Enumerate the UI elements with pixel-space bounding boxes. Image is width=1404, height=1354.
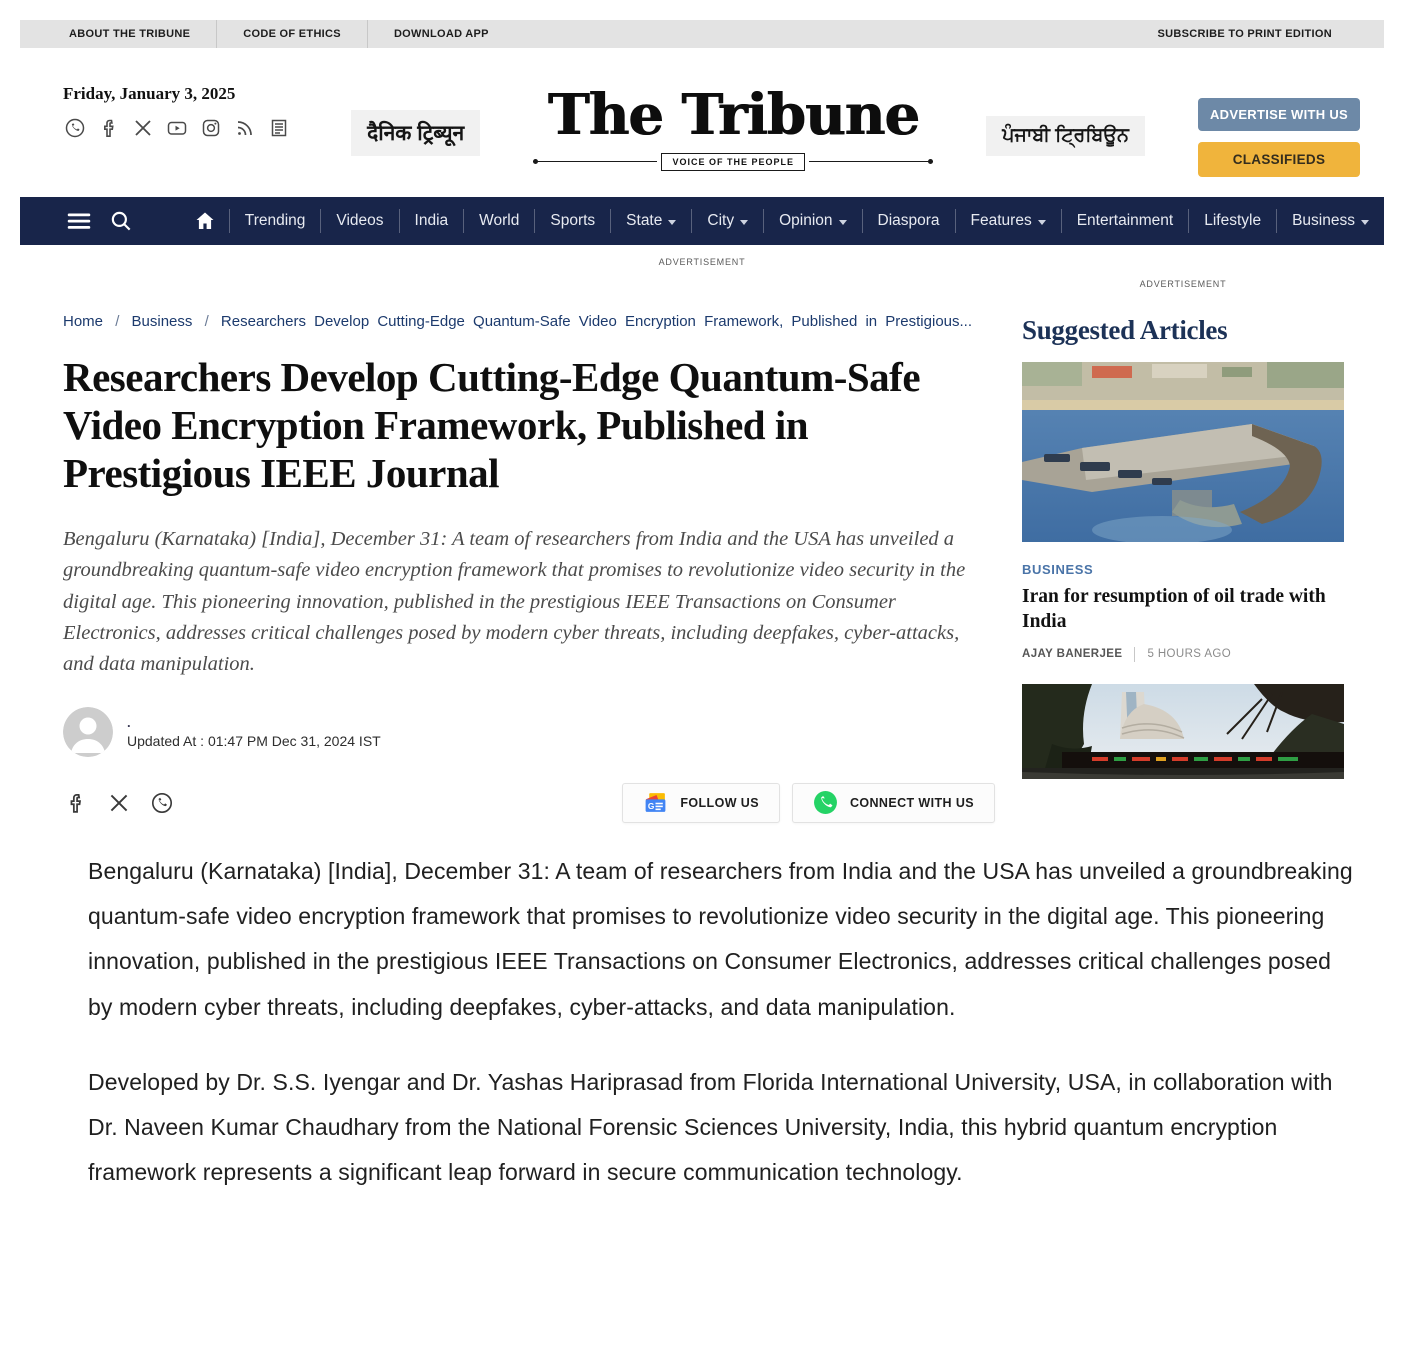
author-name[interactable]: .	[127, 714, 131, 730]
share-x-icon[interactable]	[106, 790, 132, 816]
chevron-down-icon	[668, 220, 676, 225]
nav-item-videos[interactable]: Videos	[320, 209, 398, 233]
rss-icon[interactable]	[233, 116, 257, 140]
chevron-down-icon	[740, 220, 748, 225]
suggested-article-category[interactable]: BUSINESS	[1022, 562, 1094, 577]
chevron-down-icon	[1361, 220, 1369, 225]
nav-item-business[interactable]: Business	[1276, 209, 1384, 233]
topbar-links	[20, 20, 515, 48]
suggested-article-image-stock-exchange[interactable]	[1022, 684, 1344, 779]
share-row	[63, 783, 995, 823]
nav-item-sports[interactable]: Sports	[534, 209, 610, 233]
whatsapp-green-icon	[813, 790, 838, 815]
nav-item-features[interactable]: Features	[955, 209, 1061, 233]
svg-text:G: G	[648, 800, 656, 811]
article-title: Researchers Develop Cutting-Edge Quantum-Safe Video Encryption Framework, Published in Prestigious IEEE Journal	[63, 354, 921, 496]
topbar-link-about[interactable]: ABOUT THE TRIBUNE	[42, 20, 217, 48]
breadcrumb-home[interactable]: Home	[63, 313, 104, 330]
article-lede: Bengaluru (Karnataka) [India], December 31: A team of researchers from India and the USA has unveiled a groundbreaking quantum-safe video encryption framework that promises to revolutionize video security in the digital age. This pioneering innovation, published in the prestigious IEEE Transactions on Consumer Electronics, addresses critical challenges posed by modern cyber threats, including deepfakes, cyber-attacks, and data manipulation.	[63, 527, 966, 676]
advertise-with-us-button[interactable]: ADVERTISE WITH US	[1198, 98, 1360, 131]
topbar-link-ethics[interactable]: CODE OF ETHICS	[217, 20, 368, 48]
suggested-article-title[interactable]: Iran for resumption of oil trade with India	[1022, 586, 1326, 632]
main-navbar	[20, 197, 1384, 245]
nav-item-state[interactable]: State	[610, 209, 691, 233]
x-icon[interactable]	[131, 116, 155, 140]
breadcrumb-separator: /	[204, 313, 209, 330]
punjabi-edition-logo[interactable]: ਪੰਜਾਬੀ ਟ੍ਰਿਬਿਊਨ	[986, 116, 1145, 156]
tribune-masthead-logo[interactable]	[533, 82, 933, 171]
masthead	[0, 48, 1404, 187]
updated-timestamp: Updated At : 01:47 PM Dec 31, 2024 IST	[127, 732, 381, 749]
nav-item-diaspora[interactable]: Diaspora	[862, 209, 955, 233]
connect-with-us-button[interactable]: CONNECT WITH US	[792, 783, 995, 823]
advertisement-label: ADVERTISEMENT	[1139, 279, 1227, 289]
breadcrumb-business[interactable]: Business	[131, 313, 193, 330]
chevron-down-icon	[839, 220, 847, 225]
tagline-text: VOICE OF THE PEOPLE	[661, 153, 805, 171]
suggested-article-author[interactable]: AJAY BANERJEE	[1022, 648, 1123, 661]
advertisement-label: ADVERTISEMENT	[658, 257, 746, 267]
topbar-link-subscribe[interactable]: SUBSCRIBE TO PRINT EDITION	[1157, 28, 1332, 40]
share-whatsapp-icon[interactable]	[149, 790, 175, 816]
body-paragraph-2: Developed by Dr. S.S. Iyengar and Dr. Yashas Hariprasad from Florida International University, USA, in collaboration with Dr. Naveen Kumar Chaudhary from the National Forensic Sciences University, India, this hybrid quantum encryption framework represents a significant leap forward in secure communication technology.	[88, 1068, 1333, 1186]
suggested-article-image-harbor[interactable]	[1022, 362, 1344, 542]
youtube-icon[interactable]	[165, 116, 189, 140]
epaper-icon[interactable]	[267, 116, 291, 140]
nav-item-lifestyle[interactable]: Lifestyle	[1188, 209, 1276, 233]
follow-us-button[interactable]: G FOLLOW US	[622, 783, 780, 823]
breadcrumb-separator: /	[115, 313, 120, 330]
article-body	[0, 823, 1404, 1266]
search-icon[interactable]	[106, 208, 136, 234]
whatsapp-icon[interactable]	[63, 116, 87, 140]
hamburger-menu-icon[interactable]	[64, 206, 94, 236]
nav-item-opinion[interactable]: Opinion	[763, 209, 861, 233]
facebook-icon[interactable]	[97, 116, 121, 140]
suggested-article-time: 5 HOURS AGO	[1147, 648, 1232, 661]
nav-item-world[interactable]: World	[463, 209, 534, 233]
nav-item-city[interactable]: City	[691, 209, 763, 233]
byline-divider	[1134, 647, 1135, 662]
google-news-icon	[643, 790, 668, 815]
body-paragraph-1: Bengaluru (Karnataka) [India], December 31: A team of researchers from India and the USA has unveiled a groundbreaking quantum-safe video encryption framework that promises to revolutionize video security in the digital age. This pioneering innovation, published in the prestigious IEEE Transactions on Consumer Electronics, addresses critical challenges posed by modern cyber threats, including deepfakes, cyber-attacks, and data manipulation.	[88, 857, 1353, 1020]
classifieds-button[interactable]: CLASSIFIEDS	[1198, 142, 1360, 177]
share-facebook-icon[interactable]	[63, 790, 89, 816]
utility-topbar	[20, 20, 1384, 48]
current-date: Friday, January 3, 2025	[63, 84, 236, 103]
tribune-logo-text: The Tribune	[547, 82, 919, 148]
hindi-edition-logo[interactable]: दैनिक ट्रिब्यून	[351, 110, 480, 156]
author-row	[63, 707, 995, 757]
chevron-down-icon	[1038, 220, 1046, 225]
topbar-link-download-app[interactable]: DOWNLOAD APP	[393, 28, 489, 40]
tagline	[533, 153, 933, 171]
author-avatar[interactable]	[63, 707, 113, 757]
home-icon[interactable]	[188, 209, 223, 233]
nav-item-entertainment[interactable]: Entertainment	[1061, 209, 1189, 233]
breadcrumb-current-article[interactable]: Researchers Develop Cutting-Edge Quantum-Safe Video Encryption Framework, Published in Prestigious...	[220, 313, 972, 330]
suggested-article-byline	[1022, 647, 1344, 662]
nav-items	[229, 197, 1384, 245]
breadcrumb	[63, 313, 995, 330]
nav-item-trending[interactable]: Trending	[229, 209, 321, 233]
instagram-icon[interactable]	[199, 116, 223, 140]
nav-item-india[interactable]: India	[399, 209, 464, 233]
suggested-articles-heading: Suggested Articles	[1022, 315, 1228, 345]
masthead-social-icons	[63, 116, 298, 140]
